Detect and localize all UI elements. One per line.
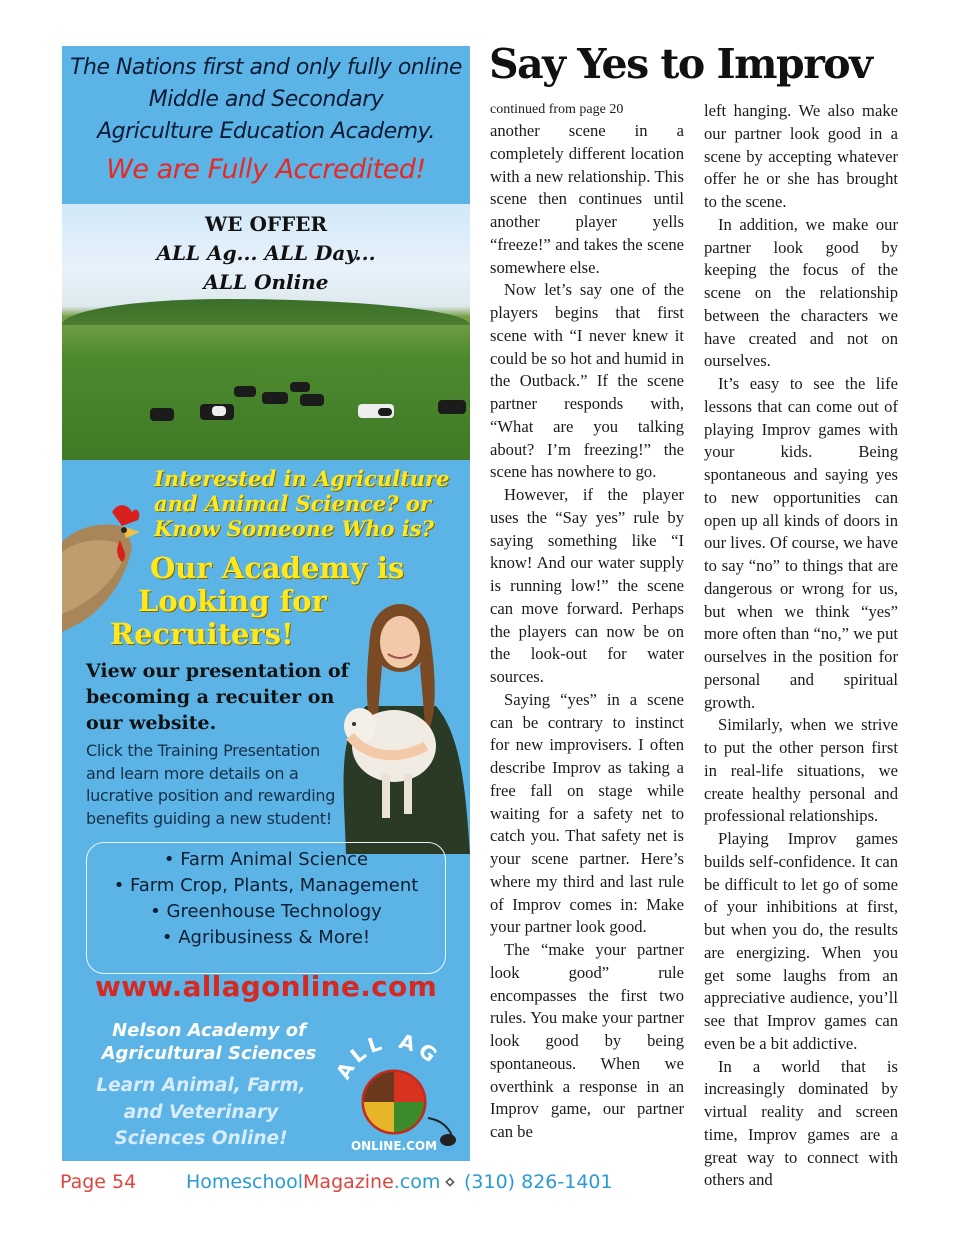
svg-text:ONLINE.COM: ONLINE.COM	[350, 1139, 438, 1153]
training-presentation-text: Click the Training Presentation and learn more details on a lucrative position and rewarding benefits guiding a new student!	[86, 741, 336, 828]
site-part-2: Magazine	[303, 1171, 394, 1193]
we-offer-text	[62, 210, 470, 297]
recruiters-line-1: Our Academy is	[150, 551, 405, 585]
farm-cows-photo	[62, 204, 470, 460]
tree-line	[62, 299, 470, 325]
program-item: • Greenhouse Technology	[150, 901, 382, 922]
recruiters-line-2: Looking for	[138, 584, 327, 618]
nelson-academy-text: Nelson Academy of Agricultural Sciences	[101, 1020, 317, 1064]
article-paragraph: However, if the player uses the “Say yes” rule by saying something like “I know! And our water supply is running low!” the scene can move forward. Perhaps the players can now be on the look-out for water sources.	[490, 485, 684, 686]
view-presentation-text: View our presentation of becoming a recuiter on our website.	[86, 660, 349, 734]
svg-text:ALL AG: ALL AG	[330, 1028, 445, 1084]
cow-image	[300, 394, 324, 406]
program-item: • Farm Animal Science	[163, 849, 369, 870]
advertisement	[62, 46, 470, 1161]
accredited-text: We are Fully Accredited!	[106, 154, 426, 185]
ad-tagline-line-2: Middle and Secondary	[148, 87, 384, 112]
site-part-3: .com	[393, 1171, 441, 1193]
article-title: Say Yes to Improv	[489, 40, 872, 88]
page-number: Page 54	[60, 1171, 137, 1193]
site-part-1: Homeschool	[186, 1171, 304, 1193]
interested-text: Interested in Agriculture and Animal Science? or Know Someone Who is?	[154, 466, 450, 541]
cow-image	[262, 392, 288, 404]
article-paragraph: Saying “yes” in a scene can be contrary to instinct for new improvisers. I often describe Improv as taking a free fall on stage while waiting for a safety net to catch you. That safety net is your scene partner. Here’s where my third and last rule of Improv comes in: Make your partner look good.	[490, 689, 684, 937]
learn-online-text: Learn Animal, Farm, and Veterinary Sciences Online!	[96, 1075, 306, 1149]
cow-image	[212, 406, 226, 416]
article-paragraph: another scene in a completely different location with a new relationship. This scene then continues until another player yells “freeze!” and takes the scene somewhere else.	[490, 121, 684, 277]
cow-image	[150, 408, 174, 421]
program-item: • Agribusiness & More!	[161, 927, 371, 948]
article-paragraph: Playing Improv games builds self-confidence. It can be difficult to let go of some of your inhibitions at first, but when you do, the results are energizing. When you get some laughs from an appreciative audience, you’ll see that Improv games can even be a bit addictive.	[704, 829, 898, 1053]
ad-tagline	[62, 46, 470, 204]
article-paragraph: In addition, we make our partner look good by keeping the focus of the scene on the relationship between the characters we have created and not on ourselves.	[704, 214, 898, 371]
article-paragraph: The “make your partner look good” rule encompasses the first two rules. You make your partner look good by being spontaneous. When we overthink a response in an Improv game, our partner can be	[490, 940, 684, 1141]
cow-image	[290, 382, 310, 392]
cow-image	[234, 386, 256, 397]
article-paragraph: Now let’s say one of the players begins that first scene with “I never knew it could be so hot and humid in the Outback.” If the scene partner responds with, “What are you talking about? I’m freezing!” the scene has nowhere to go.	[490, 280, 684, 482]
article-column-2	[704, 100, 898, 1192]
page-footer	[60, 1171, 760, 1193]
program-item: • Farm Crop, Plants, Management	[113, 875, 419, 896]
footer-separator: ⋄	[444, 1171, 456, 1193]
we-offer-line-3: ALL Online	[203, 270, 329, 294]
continued-note: continued from page 20	[490, 102, 624, 117]
article-paragraph: Similarly, when we strive to put the other person first in real-life situations, we create healthy personal and professional relationships.	[704, 715, 898, 826]
ad-tagline-line-3: Agriculture Education Academy.	[97, 119, 435, 144]
footer-website-link[interactable]	[186, 1171, 440, 1193]
cow-image	[438, 400, 466, 414]
recruiters-line-3: Recruiters!	[110, 617, 294, 651]
cow-image	[378, 408, 392, 416]
article-paragraph: In a world that is increasingly dominated by virtual reality and screen time, Improv games are a great way to connect with others and	[704, 1056, 898, 1190]
program-list	[86, 842, 446, 974]
article-paragraph: left hanging. We also make our partner look good in a scene by accepting whatever offer he or she has brought to the scene.	[704, 101, 898, 211]
we-offer-line-1: WE OFFER	[204, 212, 328, 236]
article-column-1	[490, 100, 684, 1144]
footer-phone: (310) 826-1401	[464, 1171, 613, 1193]
ad-tagline-line-1: The Nations first and only fully online	[70, 55, 462, 80]
article-paragraph: It’s easy to see the life lessons that can come out of playing Improv games with your kids. Being spontaneous and saying yes to new opportunities can open up all kinds of doors in our lives. Of course, we have to say “no” to things that are dangerous or wrong for us, but when we think “yes” more often than “no,” we put ourselves in the position for personal and spiritual growth.	[704, 374, 898, 712]
all-ag-online-logo	[324, 1026, 464, 1156]
we-offer-line-2: ALL Ag... ALL Day...	[156, 241, 376, 265]
website-link[interactable]: www.allagonline.com	[94, 970, 438, 1003]
